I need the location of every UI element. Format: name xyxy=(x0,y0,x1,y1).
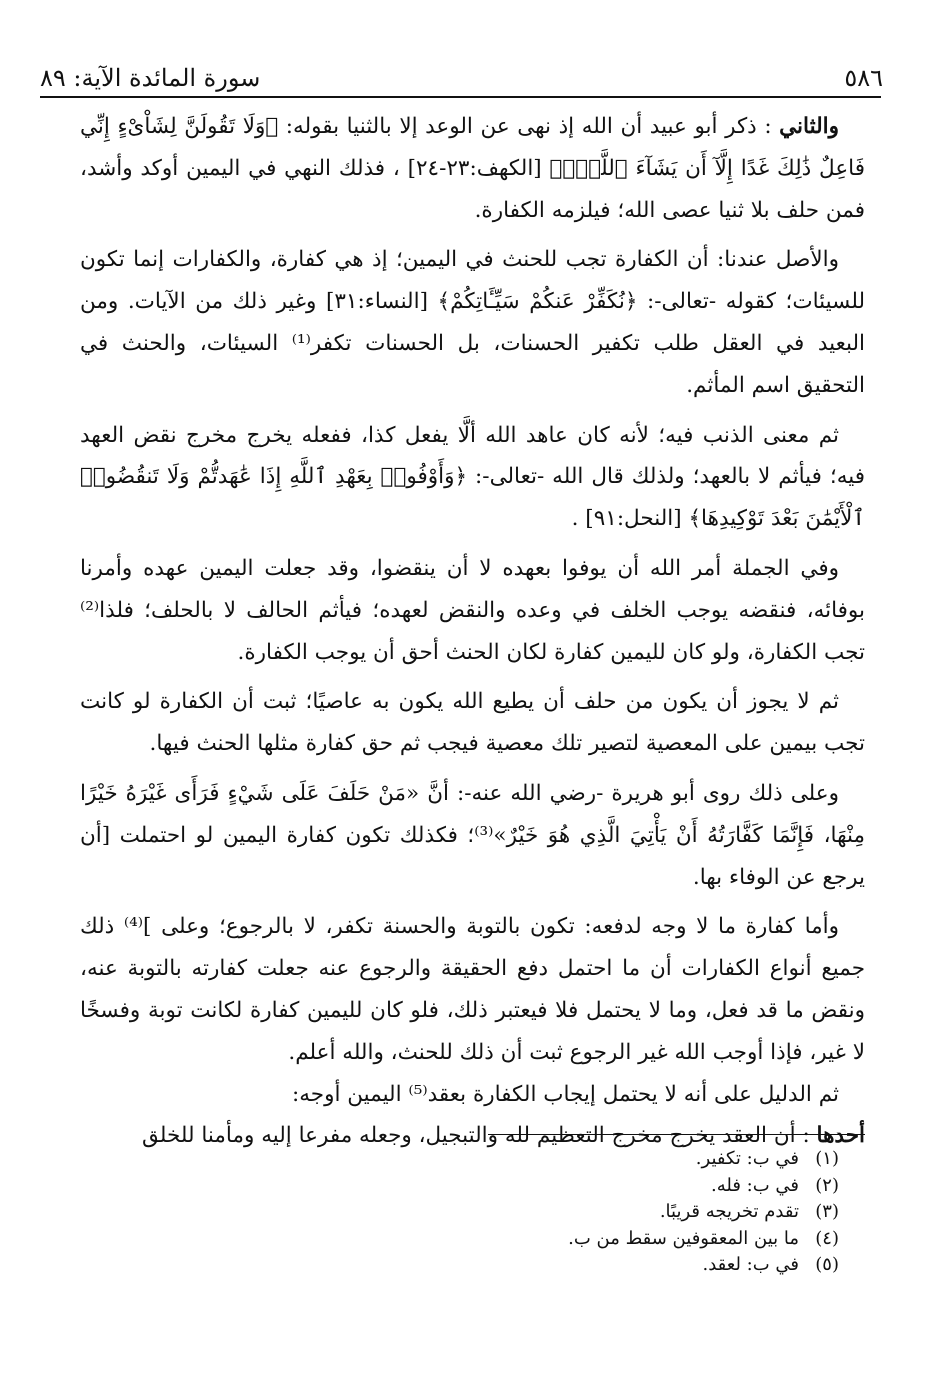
main-text xyxy=(80,106,865,1157)
footnote-text: في ب: لعقد. xyxy=(702,1254,799,1275)
paragraph-text: : ذكر أبو عبيد أن الله إذ نهى عن الوعد إلا بالثنيا بقوله: ﴿وَلَا تَقُولَنَّ لِشَاْىْءٍ إِنِّي فَاعِلٌ ذَٰلِكَ غَدًا إِلَّآ أَن يَشَآءَ ٱللَّهُۚ﴾ [الكهف:٢٣-٢٤] ، فذلك النهي في اليمين أوكد وأشد، فمن حلف بلا ثنيا عصى الله؛ فيلزمه الكفارة. xyxy=(80,114,865,223)
footnote-number: (٥) xyxy=(815,1254,839,1275)
paragraph-text: ثم لا يجوز أن يكون من حلف أن يطيع الله يكون به عاصيًا؛ ثبت أن الكفارة لو كانت تجب بيمين على المعصية لتصير تلك معصية فيجب ثم حق كفارة مثلها الحنث فيها. xyxy=(80,689,865,757)
paragraph xyxy=(80,1074,865,1116)
paragraph xyxy=(80,681,865,765)
footnote xyxy=(400,1226,839,1253)
footnote-rule xyxy=(488,1134,865,1135)
running-title: سورة المائدة الآية: ٨٩ xyxy=(40,64,261,92)
footnote xyxy=(400,1199,839,1226)
footnote-number: (٢) xyxy=(815,1174,839,1196)
footnote-number: (٣) xyxy=(815,1201,839,1222)
paragraph xyxy=(80,906,865,1073)
paragraph xyxy=(80,106,865,231)
paragraph xyxy=(80,773,865,898)
paragraph-text: والأصل عندنا: أن الكفارة تجب للحنث في اليمين؛ إذ هي كفارة، والكفارات إنما تكون للسيئات؛ كقوله -تعالى-: ﴿نُكَفِّرْ عَنكُمْ سَيِّـَٔاتِكُمْ﴾ [النساء:٣١] وغير ذلك من الآيات. ومن البعيد في العقل طلب تكفير الحسنات، بل الحسنات تكفر⁽¹⁾ السيئات، والحنث في التحقيق اسم المأثم. xyxy=(80,247,865,398)
paragraph-text: وعلى ذلك روى أبو هريرة -رضي الله عنه-: أنَّ «مَنْ حَلَفَ عَلَى شَيْءٍ فَرَأَى غَيْرَهُ خَيْرًا مِنْهَا، فَإِنَّمَا كَفَّارَتُهُ أَنْ يَأْتِيَ الَّذِي هُوَ خَيْرٌ»⁽³⁾؛ فكذلك تكون كفارة اليمين لو احتملت [أن يرجع عن الوفاء بها. xyxy=(80,780,865,890)
paragraph-text: ثم الدليل على أنه لا يحتمل إيجاب الكفارة بعقد⁽⁵⁾ اليمين أوجه: xyxy=(292,1081,839,1107)
footnote-text: تقدم تخريجه قريبًا. xyxy=(659,1201,799,1222)
footnote xyxy=(400,1173,839,1200)
paragraph xyxy=(80,415,865,540)
page-number: ٥٨٦ xyxy=(844,64,883,92)
footnote-number: (٤) xyxy=(815,1227,839,1249)
paragraph xyxy=(80,548,865,673)
paragraph-lead: أحدها xyxy=(816,1123,865,1149)
footnote xyxy=(400,1252,839,1279)
header-rule xyxy=(40,96,881,98)
paragraph-text: وأما كفارة ما لا وجه لدفعه: تكون بالتوبة والحسنة تكفر، لا بالرجوع؛ وعلى ]⁽⁴⁾ ذلك جميع أنواع الكفارات أن ما احتمل دفع الحقيقة والرجوع عنه جعلت كفارته بالتوبة عنه، ونقض ما قد فعل، وما لا يحتمل فلا فيعتبر ذلك، فلو كان لليمين كفارة لكانت توبة وفسخًا لا غير، فإذا أوجب الله غير الرجوع ثبت أن ذلك للحنث، والله أعلم. xyxy=(80,914,865,1065)
paragraph-text: : أن العقد يخرج مخرج التعظيم لله والتبجيل، وجعله مفرعا إليه ومأمنا للخلق xyxy=(141,1123,817,1149)
paragraph-text: ثم معنى الذنب فيه؛ لأنه كان عاهد الله ألَّا يفعل كذا، ففعله يخرج مخرج نقض العهد فيه؛ فيأثم لا بالعهد؛ ولذلك قال الله -تعالى-: ﴿وَأَوْفُوا۟ بِعَهْدِ ٱللَّهِ إِذَا عَٰهَدتُّمْ وَلَا تَنقُضُوا۟ ٱلْأَيْمَٰنَ بَعْدَ تَوْكِيدِهَا﴾ [النحل:٩١] . xyxy=(80,422,865,532)
page-header xyxy=(40,52,883,92)
footnote-text: ما بين المعقوفين سقط من ب. xyxy=(568,1227,799,1249)
footnote xyxy=(400,1146,839,1173)
footnote-text: في ب: تكفير. xyxy=(695,1148,799,1169)
paragraph xyxy=(80,239,865,406)
paragraph-lead: والثاني xyxy=(779,114,839,139)
footnote-text: في ب: فله. xyxy=(711,1174,799,1196)
footnote-number: (١) xyxy=(815,1148,839,1169)
paragraph-text: وفي الجملة أمر الله أن يوفوا بعهده لا أن ينقضوا، وقد جعلت اليمين عهده وأمرنا بوفائه، فنقضه يوجب الخلف في وعده والنقض لعهده؛ فيأثم الحالف لا بالحلف؛ فلذا⁽²⁾ تجب الكفارة، ولو كان لليمين كفارة لكان الحنث أحق أن يوجب الكفارة. xyxy=(80,555,865,665)
footnotes xyxy=(400,1146,839,1279)
